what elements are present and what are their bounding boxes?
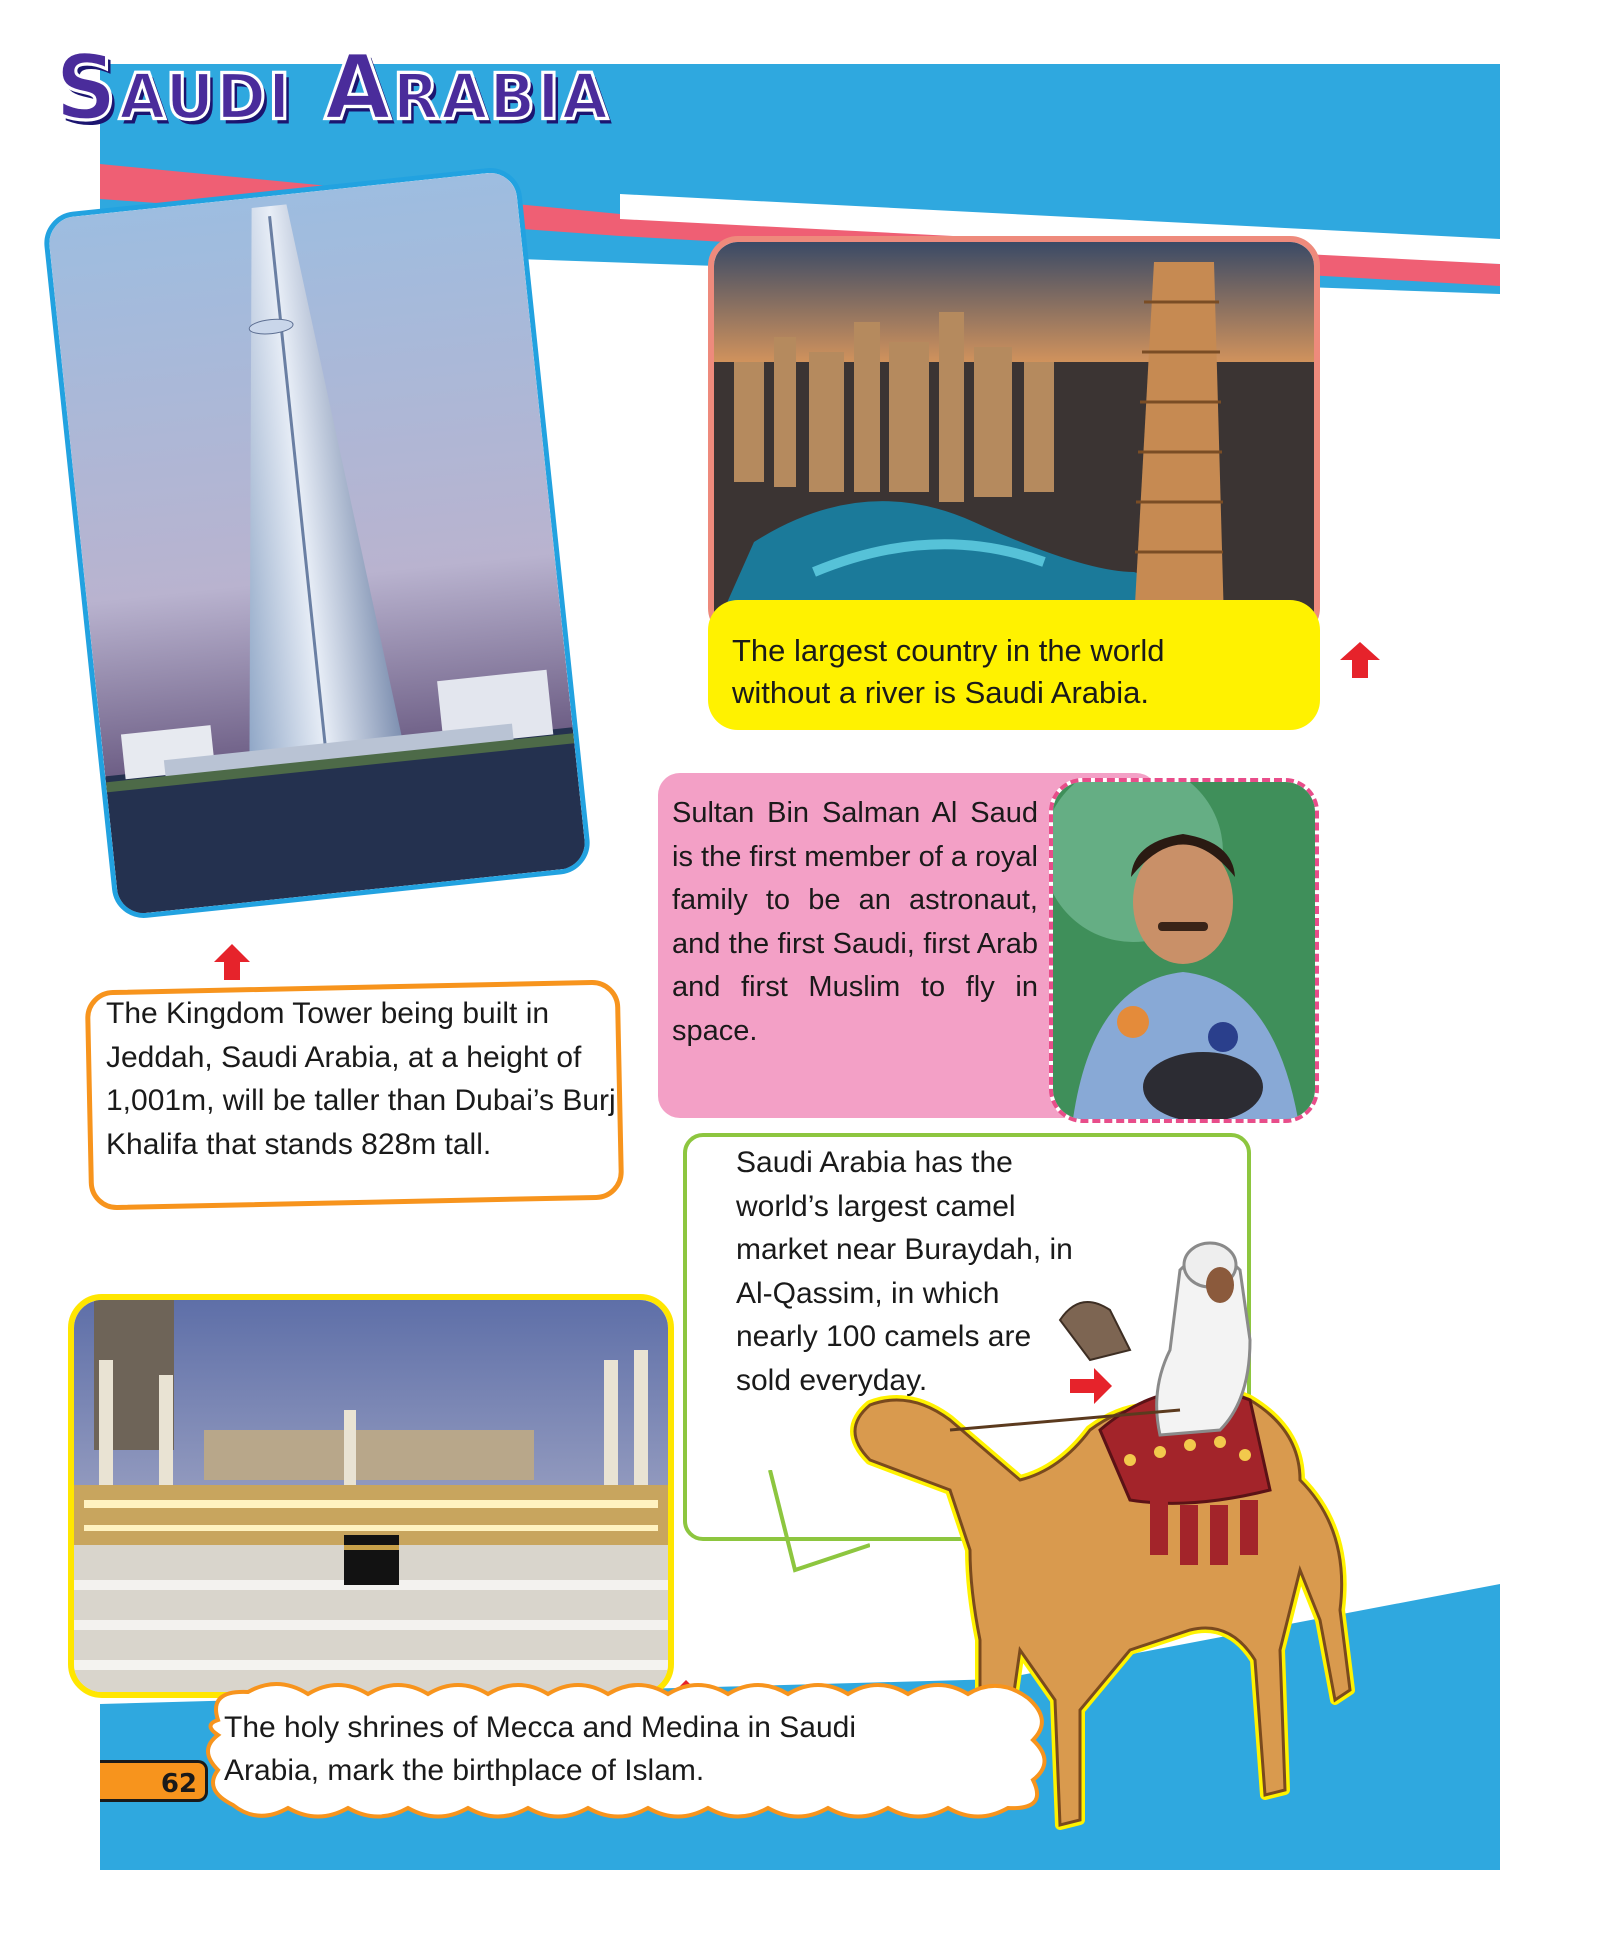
river-fact-text: The largest country in the world without a river is Saudi Arabia. — [732, 633, 1165, 710]
kingdom-tower-photo — [41, 165, 593, 921]
mecca-kaaba-photo — [68, 1294, 674, 1698]
red-arrow-icon — [1340, 642, 1380, 678]
astronaut-portrait — [1049, 778, 1319, 1123]
page-number: 62 — [100, 1760, 208, 1802]
page-title: Saudi Arabia — [55, 35, 611, 141]
city-marina-photo — [708, 236, 1320, 638]
camel-fact-text: Saudi Arabia has the world’s largest camel market near Buraydah, in Al-Qassim, in which nearly 100 camels are sold everyday. — [736, 1146, 1073, 1397]
tower-fact-text: The Kingdom Tower being built in Jeddah, Saudi Arabia, at a height of 1,001m, will be taller than Dubai’s Burj Khalifa that stands 828m tall. — [106, 997, 616, 1161]
red-arrow-icon — [214, 944, 250, 980]
astronaut-fact-text: Sultan Bin Salman Al Saud is the first member of a royal family to be an astronaut, and the first Saudi, first Arab and first Muslim to fly in space. — [672, 797, 1038, 1047]
mecca-fact-text: The holy shrines of Mecca and Medina in Saudi Arabia, mark the birthplace of Islam. — [224, 1711, 857, 1787]
